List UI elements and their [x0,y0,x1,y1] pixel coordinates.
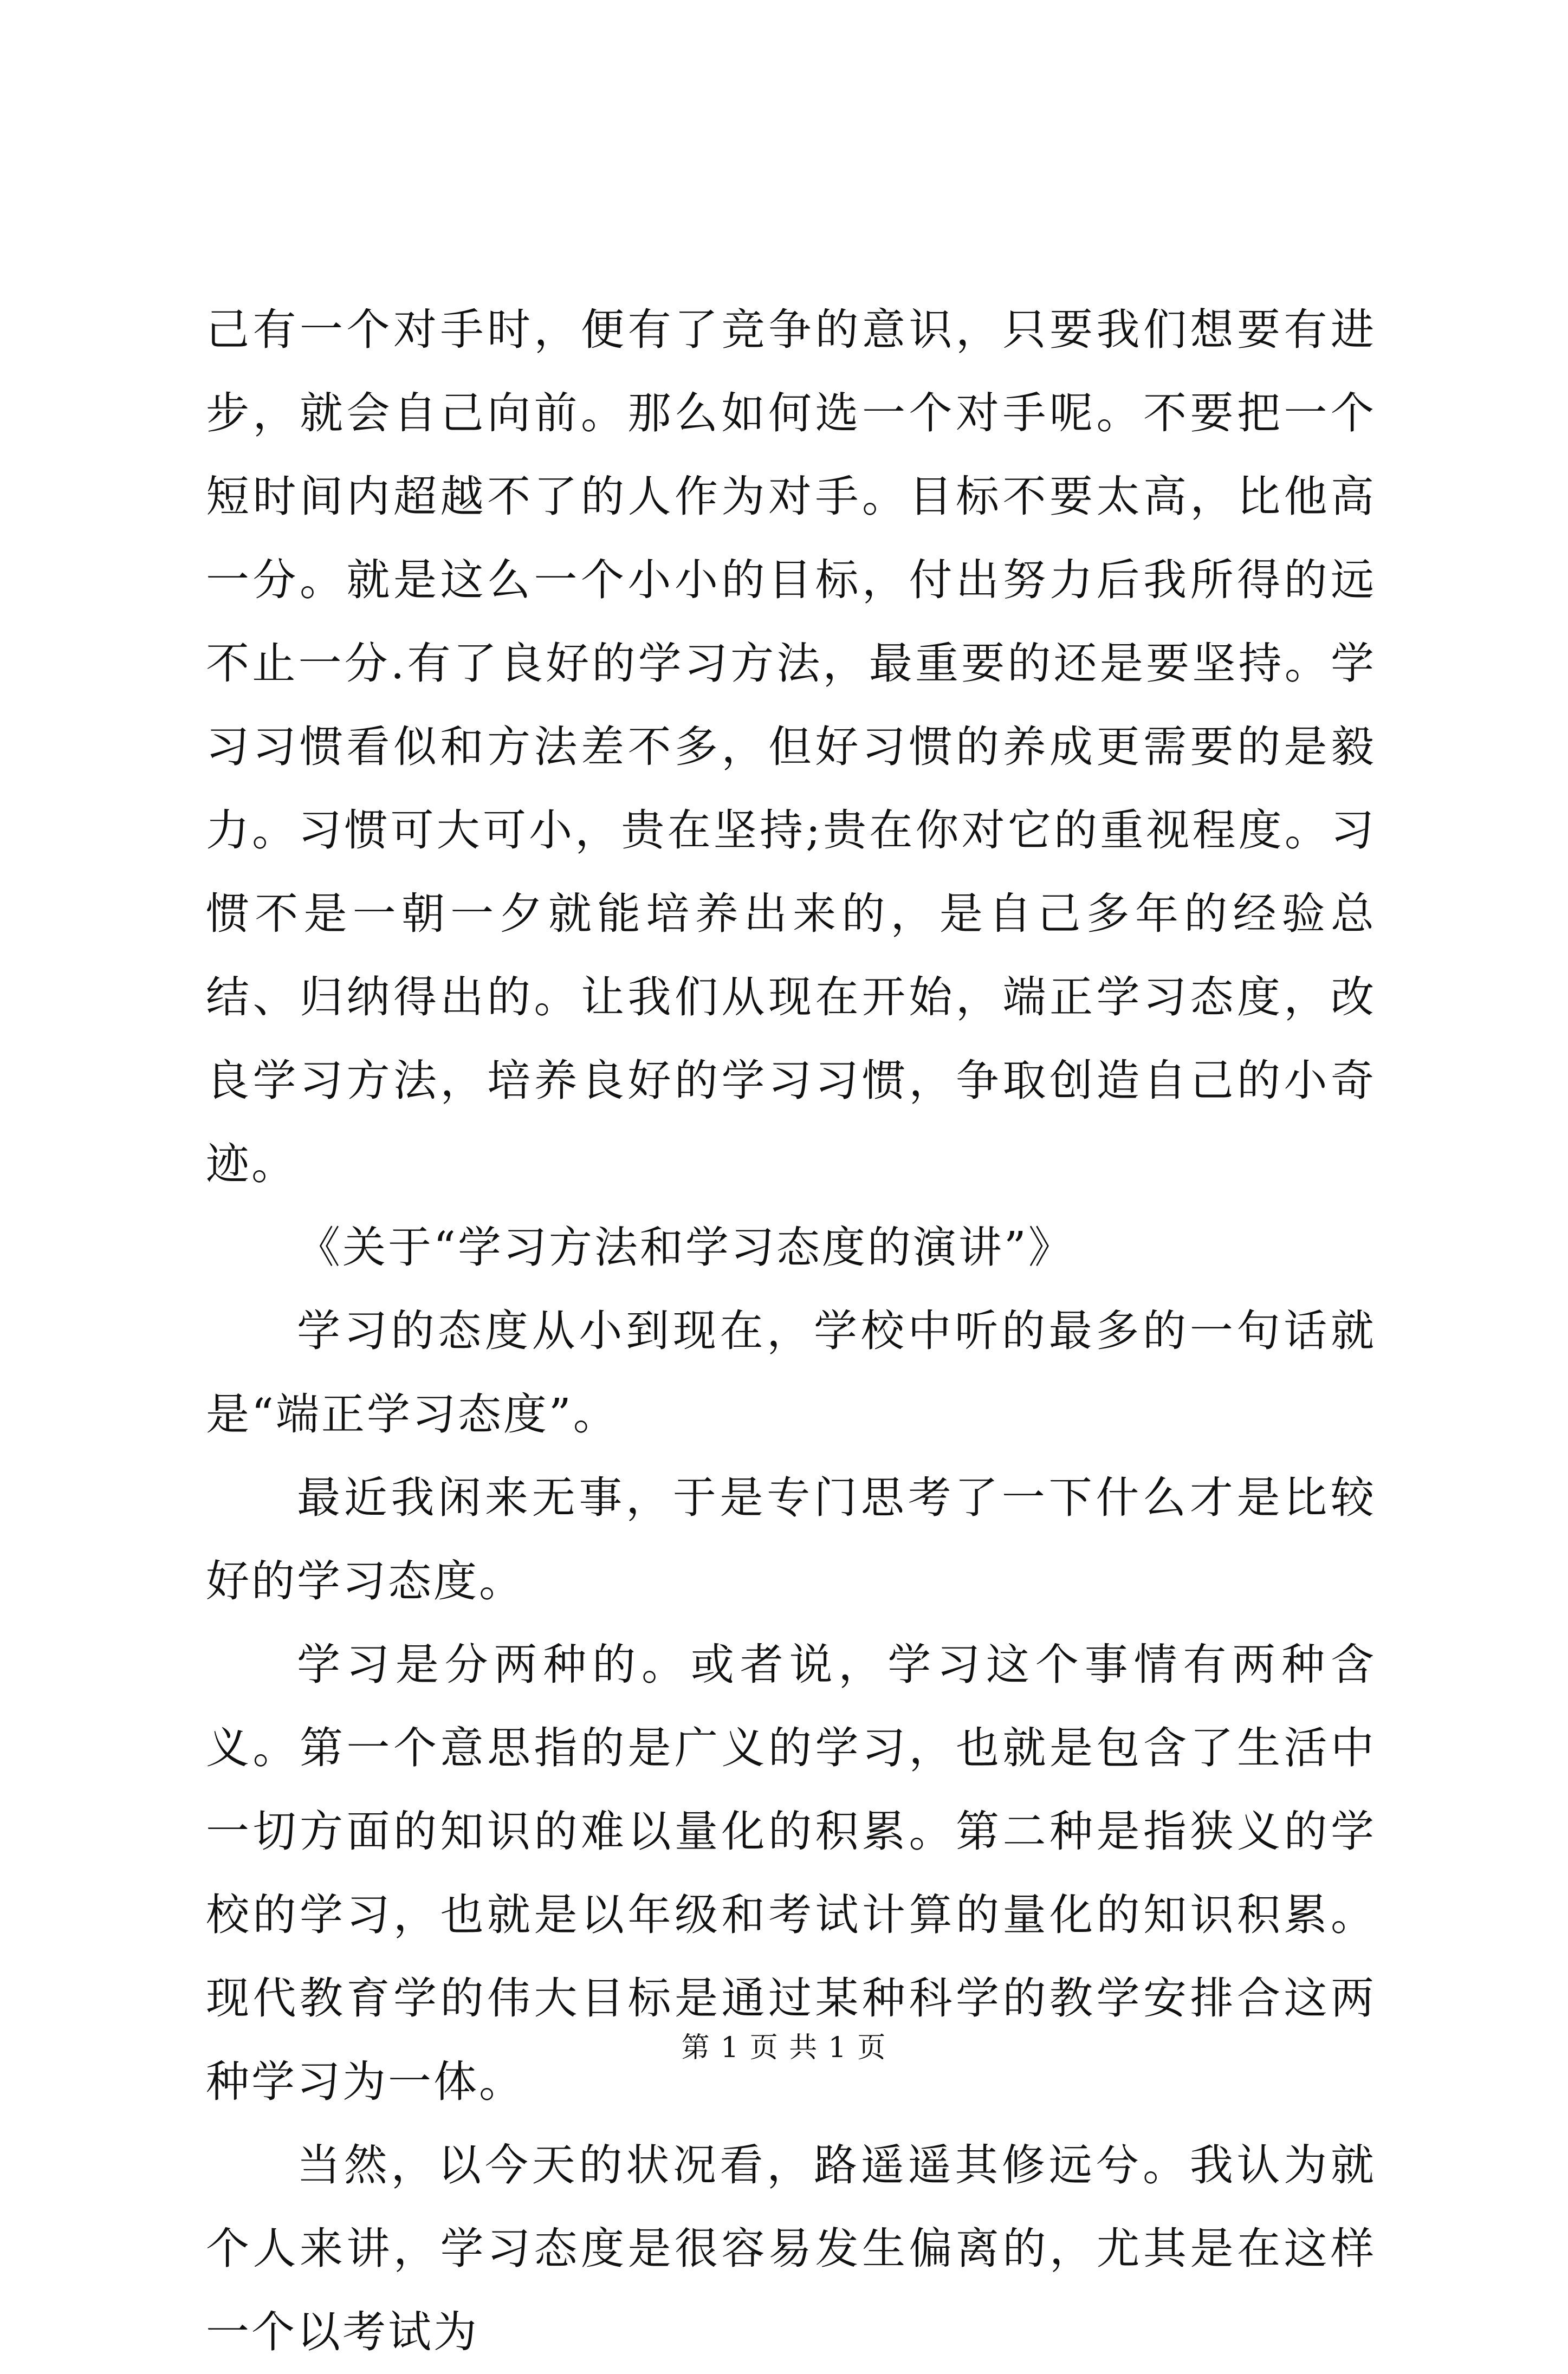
paragraph: 学习的态度从小到现在，学校中听的最多的一句话就是“端正学习态度”。 [206,1306,1376,1439]
page-footer [0,2029,1568,2067]
section-title: 《关于“学习方法和学习态度的演讲”》 [297,1222,1074,1273]
page-number-label: 第 1 页 共 1 页 [681,2032,887,2064]
paragraph: 学习是分两种的。或者说，学习这个事情有两种含义。第一个意思指的是广义的学习，也就是包含了生活中一切方面的知识的难以量化的积累。第二种是指狭义的学校的学习，也就是以年级和考试计算的量化的知识积累。现代教育学的伟大目标是通过某种科学的教学安排合这两种学习为一体。 [206,1639,1376,2107]
paragraph: 最近我闲来无事，于是专门思考了一下什么才是比较好的学习态度。 [206,1473,1376,1606]
paragraph-continuation: 己有一个对手时，便有了竞争的意识，只要我们想要有进步，就会自己向前。那么如何选一个对手呢。不要把一个短时间内超越不了的人作为对手。目标不要太高，比他高一分。就是这么一个小小的目标，付出努力后我所得的远不止一分.有了良好的学习方法，最重要的还是要坚持。学习习惯看似和方法差不多，但好习惯的养成更需要的是毅力。习惯可大可小，贵在坚持;贵在你对它的重视程度。习惯不是一朝一夕就能培养出来的，是自己多年的经验总结、归纳得出的。让我们从现在开始，端正学习态度，改良学习方法，培养良好的学习习惯，争取创造自己的小奇迹。 [206,304,1376,1189]
paragraph: 当然，以今天的状况看，路遥遥其修远兮。我认为就个人来讲，学习态度是很容易发生偏离的，尤其是在这样一个以考试为 [206,2140,1376,2357]
